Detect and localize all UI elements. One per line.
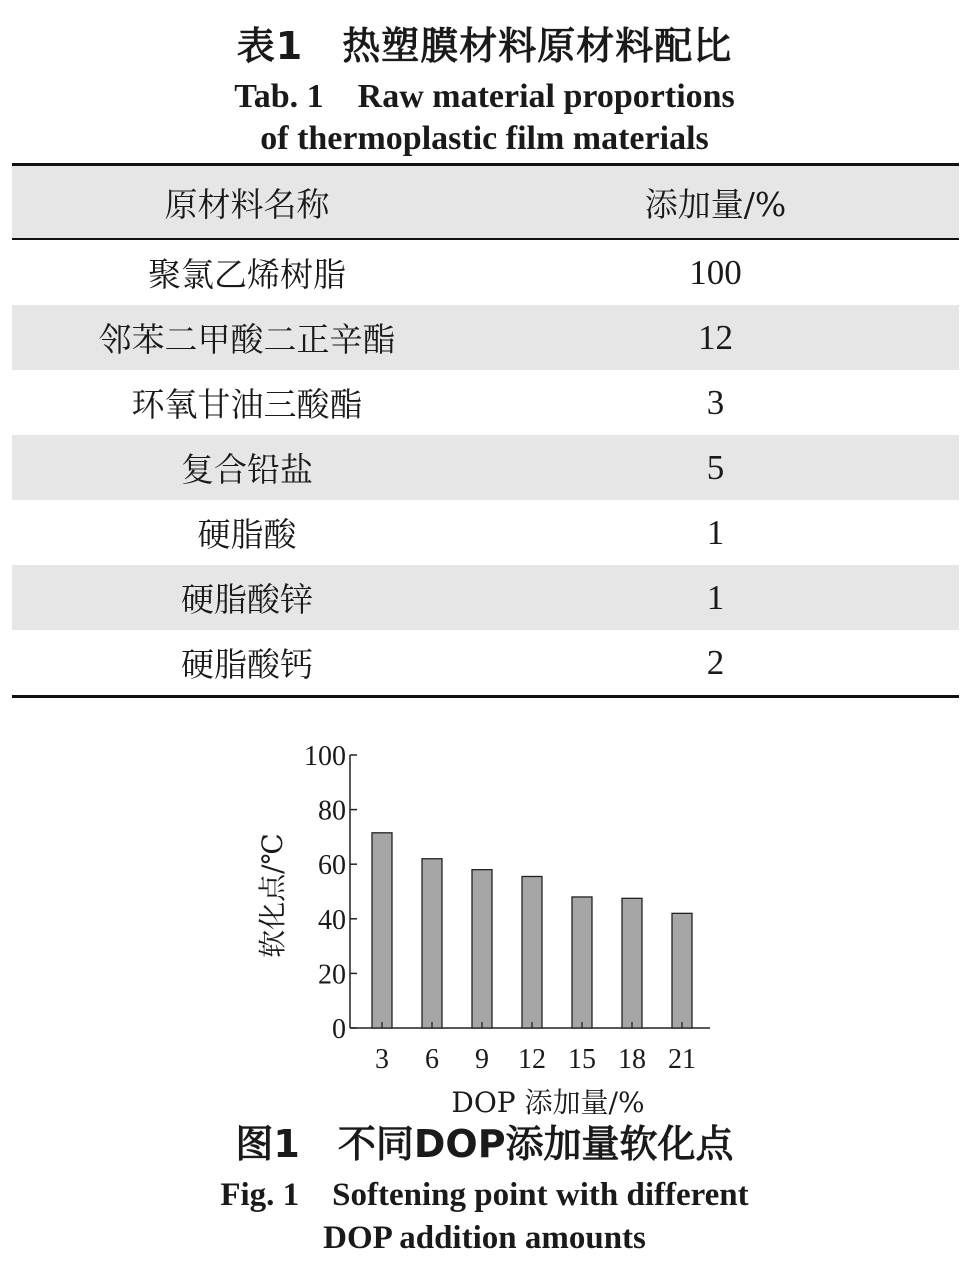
figure-caption-en-line1: Fig. 1 Softening point with different bbox=[220, 1177, 749, 1213]
table-row bbox=[12, 500, 959, 565]
material-amount: 2 bbox=[706, 642, 725, 682]
material-amount: 1 bbox=[706, 512, 725, 552]
material-amount: 100 bbox=[689, 252, 742, 292]
bar bbox=[672, 913, 692, 1028]
table-row bbox=[12, 240, 959, 305]
y-tick-label: 80 bbox=[318, 795, 346, 827]
header-material-name: 原材料名称 bbox=[164, 184, 330, 224]
y-tick-label: 0 bbox=[332, 1014, 346, 1045]
header-amount: 添加量/% bbox=[644, 184, 787, 224]
y-axis-label: 软化点/℃ bbox=[256, 833, 289, 958]
table-row bbox=[12, 565, 959, 630]
table-title-en-line2: of thermoplastic film materials bbox=[260, 120, 709, 157]
table-row bbox=[12, 630, 959, 695]
x-tick-label: 15 bbox=[568, 1044, 596, 1075]
bar bbox=[572, 897, 592, 1028]
x-tick-label: 3 bbox=[375, 1044, 389, 1075]
materials-table bbox=[12, 163, 959, 698]
figure-caption-en bbox=[0, 1174, 969, 1260]
table-row bbox=[12, 370, 959, 435]
x-tick-label: 6 bbox=[425, 1044, 439, 1075]
table-header-row bbox=[12, 166, 959, 240]
material-name: 邻苯二甲酸二正辛酯 bbox=[98, 320, 396, 359]
y-tick-label: 40 bbox=[318, 904, 346, 936]
bar bbox=[622, 898, 642, 1028]
bar bbox=[522, 876, 542, 1028]
table-row bbox=[12, 305, 959, 370]
bar bbox=[472, 870, 492, 1028]
y-tick-label: 100 bbox=[304, 741, 346, 772]
table-title-en bbox=[0, 76, 969, 160]
material-amount: 1 bbox=[706, 577, 725, 617]
table-title-en-line1: Tab. 1 Raw material proportions bbox=[234, 78, 735, 115]
material-amount: 3 bbox=[706, 382, 725, 422]
x-axis-label: DOP 添加量/% bbox=[451, 1086, 645, 1119]
x-tick-label: 9 bbox=[475, 1044, 489, 1075]
material-name: 聚氯乙烯树脂 bbox=[148, 255, 346, 294]
material-amount: 12 bbox=[698, 317, 733, 357]
figure-caption-zh: 图1 不同DOP添加量软化点 bbox=[235, 1122, 734, 1166]
material-name: 硬脂酸钙 bbox=[181, 645, 313, 684]
table-row bbox=[12, 435, 959, 500]
figure-caption-en-line2: DOP addition amounts bbox=[323, 1220, 646, 1256]
bar bbox=[372, 833, 392, 1028]
table-title-zh: 表1 热塑膜材料原材料配比 bbox=[236, 24, 733, 68]
material-name: 硬脂酸锌 bbox=[181, 580, 313, 619]
x-tick-label: 21 bbox=[668, 1044, 696, 1075]
softening-point-bar-chart bbox=[250, 730, 730, 1120]
y-tick-label: 60 bbox=[318, 850, 346, 882]
y-tick-label: 20 bbox=[318, 959, 346, 991]
bar bbox=[422, 859, 442, 1028]
x-tick-label: 18 bbox=[618, 1044, 646, 1075]
material-name: 硬脂酸 bbox=[197, 515, 297, 554]
x-tick-label: 12 bbox=[518, 1044, 546, 1075]
material-name: 环氧甘油三酸酯 bbox=[131, 385, 363, 424]
material-name: 复合铅盐 bbox=[181, 450, 313, 489]
material-amount: 5 bbox=[706, 447, 725, 487]
